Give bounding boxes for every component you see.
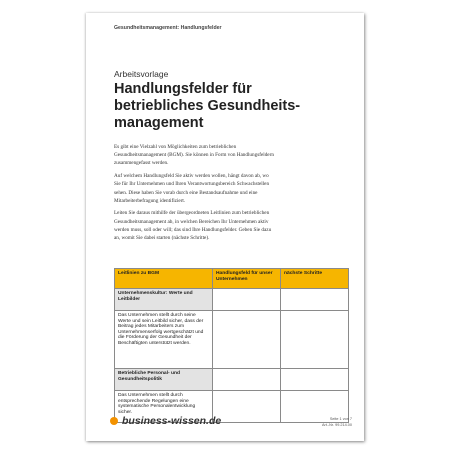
text-line: Mitarbeiterbefragung identifiziert. [114, 197, 186, 204]
next-steps-cell[interactable] [281, 369, 349, 391]
guideline-description: Das Unternehmen stellt durch entsprechende Regelungen eine systematische Personalentwicklung sicher. [115, 391, 213, 423]
text-line: Leiten Sie daraus mithilfe der übergeordneten Leitlinien zum betrieblichen [114, 210, 270, 217]
text-line: Es gibt eine Vielzahl von Möglichkeiten zum betrieblichen [114, 144, 237, 150]
action-field-cell[interactable] [213, 311, 281, 369]
text-line: Gesundheitsmanagement ab, in welchen Bereichen Ihr Unternehmen aktiv [114, 218, 269, 225]
action-field-cell[interactable] [213, 369, 281, 391]
guideline-description: Das Unternehmen stellt durch seine Werte und sein Leitbild sicher, dass der Beitrag jedes Mitarbeiters zum Unternehmenserfolg wertgeschätzt und die Förderung der Gesundheit der Beschäftigten unterstützt werden. [115, 311, 213, 369]
body-text [114, 143, 344, 247]
action-field-cell[interactable] [213, 391, 281, 423]
running-header: Gesundheitsmanagement: Handlungsfelder [114, 25, 222, 31]
article-number: Art.-Nr. 99.214.00 [322, 422, 352, 427]
column-header-guidelines: Leitlinien zu BGM [115, 269, 213, 289]
brand-logo [110, 415, 221, 427]
text-line: Gesundheitsmanagement (BGM). Sie können in Form von Handlungsfeldern [114, 152, 274, 159]
text-line: zusammengefasst werden. [114, 160, 169, 167]
action-fields-table [114, 268, 349, 423]
next-steps-cell[interactable] [281, 289, 349, 311]
paragraph-instructions [114, 209, 344, 242]
text-line: an, womit Sie dabei starten (nächste Schritte). [114, 235, 210, 242]
table-section-row [115, 289, 349, 311]
title-line: betriebliches Gesundheits- [114, 98, 301, 114]
text-line: werden muss, soll oder will; das sind Ihre Handlungsfelder. Geben Sie dazu [114, 226, 272, 233]
page-number: Seite 1 von 7 [329, 417, 352, 421]
action-field-cell[interactable] [213, 289, 281, 311]
text-line: sehen. Diese haben Sie vorab durch eine Bestandsaufnahme und eine [114, 189, 258, 196]
footer-meta [322, 417, 352, 428]
paragraph-focus [114, 172, 344, 205]
brand-name: business-wissen.de [122, 415, 222, 427]
next-steps-cell[interactable] [281, 311, 349, 369]
title-line: Handlungsfelder für [114, 81, 252, 97]
text-line: Sie für Ihr Unternehmen und Ihren Verantwortungsbereich Schwachstellen [114, 181, 270, 188]
column-header-action-field: Handlungsfeld für unser Unternehmen [213, 269, 281, 289]
text-line: Auf welchem Handlungsfeld Sie aktiv werden wollen, hängt davon ab, wo [114, 173, 269, 180]
table-section-row [115, 369, 349, 391]
document-title [114, 81, 354, 132]
section-title: Betriebliche Personal- und Gesundheitspolitik [115, 369, 213, 391]
brand-dot-icon [110, 417, 118, 425]
section-title: Unternehmenskultur: Werte und Leitbilder [115, 289, 213, 311]
document-page [86, 13, 364, 441]
table-row [115, 311, 349, 369]
table-header-row [115, 269, 349, 289]
document-kicker: Arbeitsvorlage [114, 69, 169, 79]
column-header-next-steps: nächste Schritte [281, 269, 349, 289]
paragraph-intro [114, 143, 344, 168]
title-line: management [114, 115, 204, 131]
